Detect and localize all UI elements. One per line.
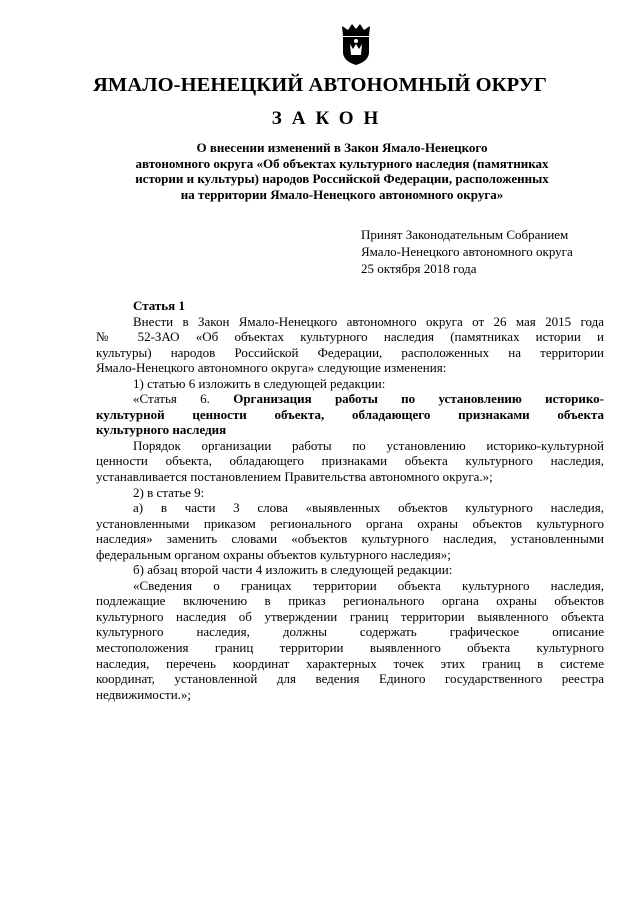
- coat-of-arms-icon: [338, 22, 374, 66]
- text-line: культуры) народов Российской Федерации, расположенных на территории: [96, 344, 604, 360]
- article-6-body: [96, 438, 604, 485]
- text-line: а) в части 3 слова «выявленных объектов культурного наследия,: [133, 500, 604, 516]
- adoption-note: [361, 226, 573, 277]
- text-line: наследия, перечень координат характерных точек этих границ в системе: [96, 655, 604, 671]
- text-line: устанавливается постановлением Правительства автономного округа.»;: [96, 469, 493, 485]
- text-line: установленными приказом регионального органа охраны объектов культурного: [96, 515, 604, 531]
- article-heading: Статья 1: [133, 298, 185, 313]
- text-line: культурного наследия об утверждении границ территории выявленного объекта: [96, 608, 604, 624]
- item-2: 2) в статье 9:: [133, 484, 205, 500]
- text-line: [96, 391, 604, 407]
- law-title-line: автономного округа «Об объектах культурного наследия (памятниках: [135, 155, 549, 171]
- item-1: 1) статью 6 изложить в следующей редакции:: [133, 375, 386, 391]
- region-name: ЯМАЛО-НЕНЕЦКИЙ АВТОНОМНЫЙ ОКРУГ: [92, 74, 548, 96]
- item-2a: [96, 500, 604, 562]
- law-title: [92, 140, 592, 202]
- text-line: ценности объекта, обладающего признаками объекта культурного наследия,: [96, 453, 604, 469]
- text-line: Порядок организации работы по установлению историко-культурной: [133, 437, 604, 453]
- adoption-line: Принят Законодательным Собранием: [361, 227, 569, 242]
- item-2b: б) абзац второй части 4 изложить в следующей редакции:: [133, 562, 453, 578]
- article-6-prefix: «Статья 6.: [133, 391, 210, 407]
- text-line: недвижимости.»;: [96, 686, 192, 702]
- text-line: № 52-ЗАО «Об объектах культурного наследия (памятниках истории и: [96, 329, 604, 345]
- article-6-title: культурного наследия: [96, 422, 227, 438]
- text-line: местоположения границ территории выявленного объекта культурного: [96, 640, 604, 656]
- article-6-title: культурной ценности объекта, обладающего признаками объекта: [96, 406, 604, 422]
- text-line: культурного наследия, должны содержать графическое описание: [96, 624, 604, 640]
- article-6-title: Организация работы по установлению историко-: [233, 391, 604, 407]
- law-title-line: истории и культуры) народов Российской Федерации, расположенных: [135, 171, 549, 186]
- article-6-heading: [96, 391, 604, 438]
- article-body: [96, 298, 604, 702]
- law-title-line: О внесении изменений в Закон Ямало-Ненецкого: [196, 140, 488, 155]
- text-line: Внести в Закон Ямало-Ненецкого автономного округа от 26 мая 2015 года: [133, 313, 604, 329]
- adoption-date: 25 октября 2018 года: [361, 261, 477, 276]
- item-2b-quote: [96, 578, 604, 702]
- text-line: координат, установленной для ведения Единого государственного реестра: [96, 671, 604, 687]
- text-line: подлежащие включению в приказ регионального органа охраны объектов: [96, 593, 604, 609]
- adoption-line: Ямало-Ненецкого автономного округа: [361, 244, 573, 259]
- article-intro: [96, 314, 604, 376]
- document-type: ЗАКОН: [271, 108, 389, 129]
- text-line: федеральным органом охраны объектов культурного наследия»;: [96, 546, 451, 562]
- text-line: Ямало-Ненецкого автономного округа» следующие изменения:: [96, 360, 447, 376]
- text-line: «Сведения о границах территории объекта культурного наследия,: [133, 577, 604, 593]
- text-line: наследия» заменить словами «объектов культурного наследия, установленными: [96, 531, 604, 547]
- law-title-line: на территории Ямало-Ненецкого автономного округа»: [180, 186, 504, 202]
